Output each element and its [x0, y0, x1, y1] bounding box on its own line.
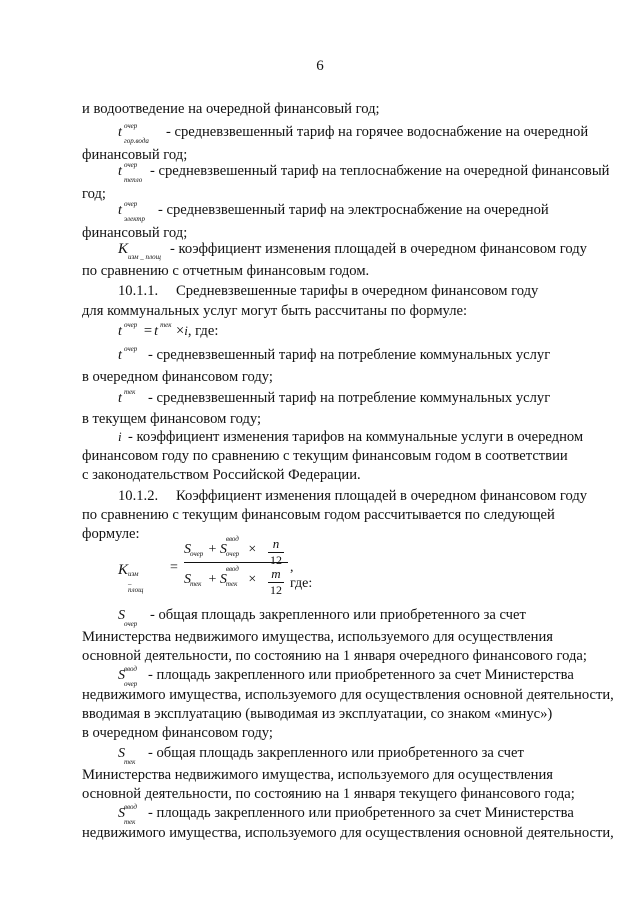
- text-line: и водоотведение на очередной финансовый год;: [82, 101, 380, 117]
- symbol-t-tek: t тек: [118, 388, 136, 406]
- text-line: формуле:: [82, 526, 140, 542]
- text-line: в очередном финансовом году;: [82, 369, 273, 385]
- text-line: вводимая в эксплуатацию (выводимая из эксплуатации, со знаком «минус»): [82, 706, 553, 722]
- symbol-t-hot: t очер гор.вода: [118, 122, 149, 145]
- fraction: S очер + S ввод очер × $\frac{n}{12}$ S тек + S ввод тек × $\frac{m}{12}$: [184, 536, 288, 584]
- text-line: по сравнению с отчетным финансовым годом.: [82, 263, 370, 279]
- text-line: Министерства недвижимого имущества, используемого для осуществления: [82, 629, 553, 645]
- text-line: Коэффициент изменения площадей в очередном финансовом году: [176, 488, 588, 504]
- text-line: год;: [82, 186, 106, 202]
- text-line: - площадь закрепленного или приобретенного за счет Министерства: [148, 805, 574, 821]
- text-line: - общая площадь закрепленного или приобретенного за счет: [150, 607, 526, 623]
- text-line: для коммунальных услуг могут быть рассчитаны по формуле:: [82, 303, 468, 319]
- text-line: недвижимого имущества, используемого для осуществления основной деятельности,: [82, 825, 614, 841]
- text-line: в очередном финансовом году;: [82, 725, 273, 741]
- symbol-t-heat: t очер тепло: [118, 161, 143, 184]
- text-line: - средневзвешенный тариф на потребление коммунальных услуг: [148, 347, 551, 363]
- text-line: основной деятельности, по состоянию на 1 января очередного финансового года;: [82, 648, 587, 664]
- formula-2: K изм _ площ = S очер + S ввод очер × $\frac{n}{12}$ S тек + S ввод тек × $\frac{m}{12}$ , где:: [118, 535, 313, 597]
- text-line: - средневзвешенный тариф на электроснабжение на очередной: [158, 202, 549, 218]
- text-line: - средневзвешенный тариф на потребление коммунальных услуг: [148, 390, 551, 406]
- symbol-s-tek: S тек: [118, 746, 136, 766]
- text-line: недвижимого имущества, используемого для осуществления основной деятельности,: [82, 687, 614, 703]
- text-line: - общая площадь закрепленного или приобретенного за счет: [148, 745, 524, 761]
- text-line: Министерства недвижимого имущества, используемого для осуществления: [82, 767, 553, 783]
- clause-number: 10.1.1.: [118, 283, 159, 299]
- symbol-s-och: S очер: [118, 608, 138, 628]
- symbol-k: K изм _ площ: [118, 241, 161, 261]
- text-line: с законодательством Российской Федерации.: [82, 467, 361, 483]
- text-line: в текущем финансовом году;: [82, 411, 262, 427]
- text-line: основной деятельности, по состоянию на 1 января текущего финансового года;: [82, 786, 575, 802]
- text-line: - коэффициент изменения тарифов на коммунальные услуги в очередном: [128, 429, 584, 445]
- symbol-i: i: [118, 429, 122, 444]
- text-line: финансовый год;: [82, 147, 188, 163]
- symbol-s-vvod-och: S ввод очер: [118, 665, 138, 688]
- text-line: Средневзвешенные тарифы в очередном финансовом году: [176, 283, 539, 299]
- text-line: - коэффициент изменения площадей в очередном финансовом году: [170, 241, 587, 257]
- text-line: по сравнению с текущим финансовым годом рассчитывается по следующей: [82, 507, 555, 523]
- text-line: финансовом году по сравнению с текущим финансовым годом в соответствии: [82, 448, 568, 464]
- formula-1: t очер = t тек ×i, где:: [118, 321, 219, 339]
- page-number: 6: [316, 58, 324, 74]
- symbol-t-el: t очер электр: [118, 200, 145, 223]
- text-line: - средневзвешенный тариф на горячее водоснабжение на очередной: [166, 124, 589, 140]
- symbol-s-vvod-tek: S ввод тек: [118, 803, 137, 826]
- symbol-t-och: t очер: [118, 345, 138, 363]
- text-line: - средневзвешенный тариф на теплоснабжение на очередной финансовый: [150, 163, 610, 179]
- text-line: - площадь закрепленного или приобретенного за счет Министерства: [148, 667, 574, 683]
- text-line: финансовый год;: [82, 225, 188, 241]
- clause-number: 10.1.2.: [118, 488, 159, 504]
